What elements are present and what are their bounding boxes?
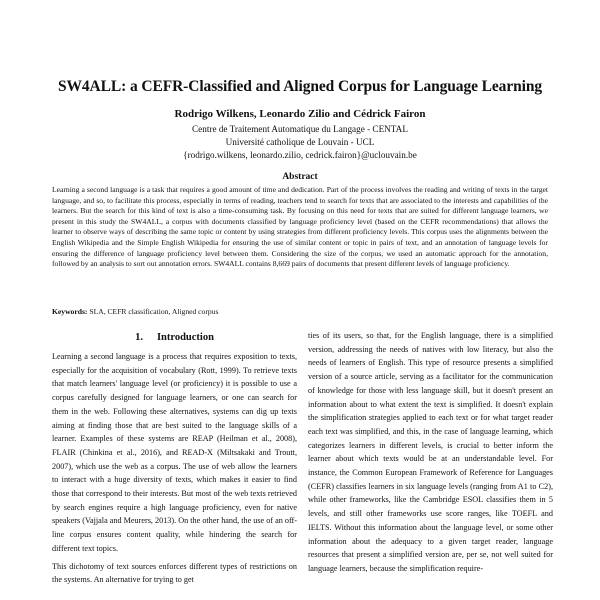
abstract-heading: Abstract bbox=[282, 172, 318, 182]
keywords-text: SLA, CEFR classification, Aligned corpus bbox=[89, 307, 219, 316]
keywords-label: Keywords: bbox=[52, 307, 88, 316]
intro-paragraph-2: This dichotomy of text sources enforces different types of restrictions on the systems. An alternative for trying to get bbox=[52, 561, 297, 585]
left-column bbox=[52, 350, 297, 591]
section-title: Introduction bbox=[156, 332, 214, 343]
intro-paragraph-1: Learning a second language is a process that requires exposition to texts, especially for the acquisition of vocabulary (Rott, 1999). To retrieve texts that match learners' language level (or proficiency) it is possible to use a corpus carefully designed for language learners, or one can search for them in the web. Following these alternatives, systems can dig up texts aiming at finding those that are best suited to the language skills of a learner. Examples of these systems are REAP (Heilman et al., 2008), FLAIR (Chinkina et al., 2016), and READ-X (Miltsakaki and Troutt, 2007), which use the web as a corpus. The use of web allow the learners to interact with a huge diversity of texts, which makes it easier to find those that correspond to their interests. But most of the web texts retrieved by search engines require a high language proficiency, even for native speakers (Vajjala and Meurers, 2013). On the other hand, the use of an off-line corpus ensures content quality, while hindering the search for different text topics. bbox=[52, 352, 297, 553]
author-list: Rodrigo Wilkens, Leonardo Zilio and Cédrick Fairon bbox=[174, 108, 426, 120]
section-number: 1. bbox=[135, 332, 143, 343]
abstract-text: Learning a second language is a task that requires a good amount of time and dedication. Part of the process involves the reading and writing of texts in the target language, and so, to facilitate this process, especially in terms of reading, teachers tend to search for texts that are associated to the interests and capabilities of the learners. But the search for this kind of text is also a time-consuming task. By focusing on this need for texts that are suited for different language learners, we present in this study the SW4ALL, a corpus with documents classified by language proficiency level (based on the CEFR recommendations) that allows the learner to observe ways of describing the same topic or content by using strategies from different proficiency levels. This corpus uses the alignments between the English Wikipedia and the Simple English Wikipedia for ensuring the use of similar content or topic in pairs of text, and an annotation of language levels for ensuring the difference of language proficiency level between them. Considering the size of the corpus, we used an automatic approach for the annotation, followed by an analysis to sort out annotation errors. SW4ALL contains 8,669 pairs of documents that present different levels of language proficiency. bbox=[52, 185, 548, 269]
section-heading-introduction bbox=[52, 332, 297, 343]
right-column bbox=[308, 329, 553, 580]
author-emails: {rodrigo.wilkens, leonardo.zilio, cedrick.fairon}@uclouvain.be bbox=[183, 150, 417, 160]
keywords-line bbox=[52, 307, 548, 316]
affiliation-lab: Centre de Traitement Automatique du Langage - CENTAL bbox=[192, 124, 408, 134]
right-paragraph-1: ties of its users, so that, for the English language, there is a simplified version, addressing the needs of natives with low literacy, but also the needs of learners of English. This type of resource presents a simplified version of a source article, serving as a facilitator for the communication of knowledge for those with less language skill, but it doesn't present an information about to what extent the text is simplified. It doesn't explain the simplification strategies applied to each text or for what target reader each text was simplified, and this, in the case of language learning, which categorizes learners in different levels, is crucial to better inform the learner about which texts would be at an understandable level. For instance, the Common European Framework of Reference for Languages (CEFR) classifies learners in six language levels (ranging from A1 to C2), while other frameworks, like the Cambridge ESOL classifies them in 5 levels, and still other frameworks use score ranges, like TOEFL and IELTS. Without this information about the language level, or some other information about the adequacy to a given target reader, language resources that present a simplified version are, per se, not well suited for language learners, because the simplification require- bbox=[308, 331, 553, 573]
paper-title: SW4ALL: a CEFR-Classified and Aligned Corpus for Language Learning bbox=[57, 78, 543, 95]
affiliation-university: Université catholique de Louvain - UCL bbox=[225, 137, 375, 147]
